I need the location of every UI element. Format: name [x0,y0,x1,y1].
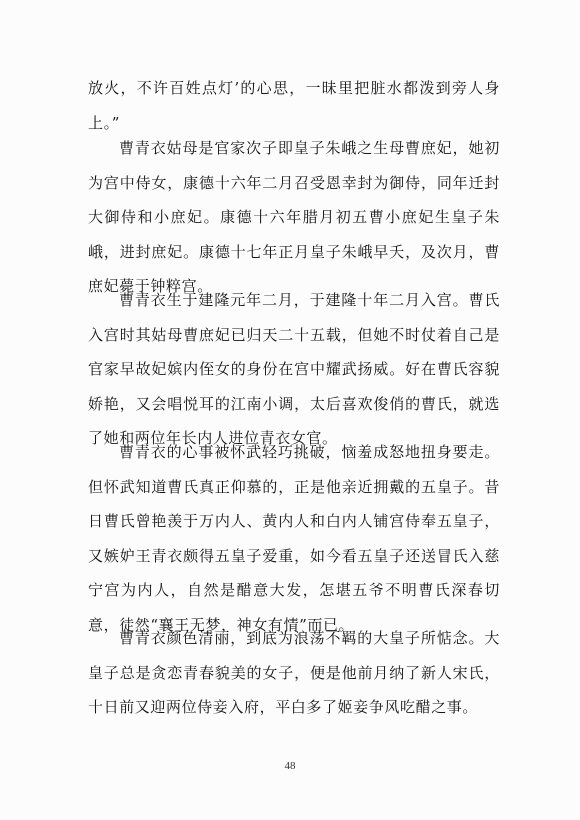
paragraph-continuation: 放火，不许百姓点灯’的心思，一昧里把脏水都泼到旁人身上。” [88,79,500,132]
paragraph: 曹青衣生于建隆元年二月，于建隆十年二月入宫。曹氏入宫时其姑母曹庶妃已归天二十五载，但她不时仗着自己是官家早故妃嫔内侄女的身份在宫中耀武扬威。好在曹氏容貌娇艳，又会唱悦耳的江南小调，太后喜欢俊俏的曹氏，就选了她和两位年长内人进位青衣女官。 [88,291,500,447]
paragraph: 曹青衣的心事被怀武轻巧挑破，恼羞成怒地扭身要走。但怀武知道曹氏真正仰慕的，正是他亲近拥戴的五皇子。昔日曹氏曾艳羡于万内人、黄内人和白内人铺宫侍奉五皇子，又嫉妒王青衣颇得五皇子爱重，如今看五皇子还送冒氏入慈宁宫为内人，自然是醋意大发，怎堪五爷不明曹氏深春切意，徒然“襄王无梦，神女有情”而已。 [88,443,500,634]
page-number: 48 [284,760,296,772]
paragraph: 曹青衣姑母是官家次子即皇子朱峨之生母曹庶妃，她初为宫中侍女，康德十六年二月召受恩幸封为御侍，同年迁封大御侍和小庶妃。康德十六年腊月初五曹小庶妃生皇子朱峨，进封庶妃。康德十七年正月皇子朱峨早夭，及次月，曹庶妃薨于钟粹宫。 [88,139,500,295]
paragraph: 曹青衣颜色清丽，到底为浪荡不羁的大皇子所惦念。大皇子总是贪恋青春貌美的女子，便是他前月纳了新人宋氏，十日前又迎两位侍妾入府，平白多了姬妾争风吃醋之事。 [88,629,500,716]
